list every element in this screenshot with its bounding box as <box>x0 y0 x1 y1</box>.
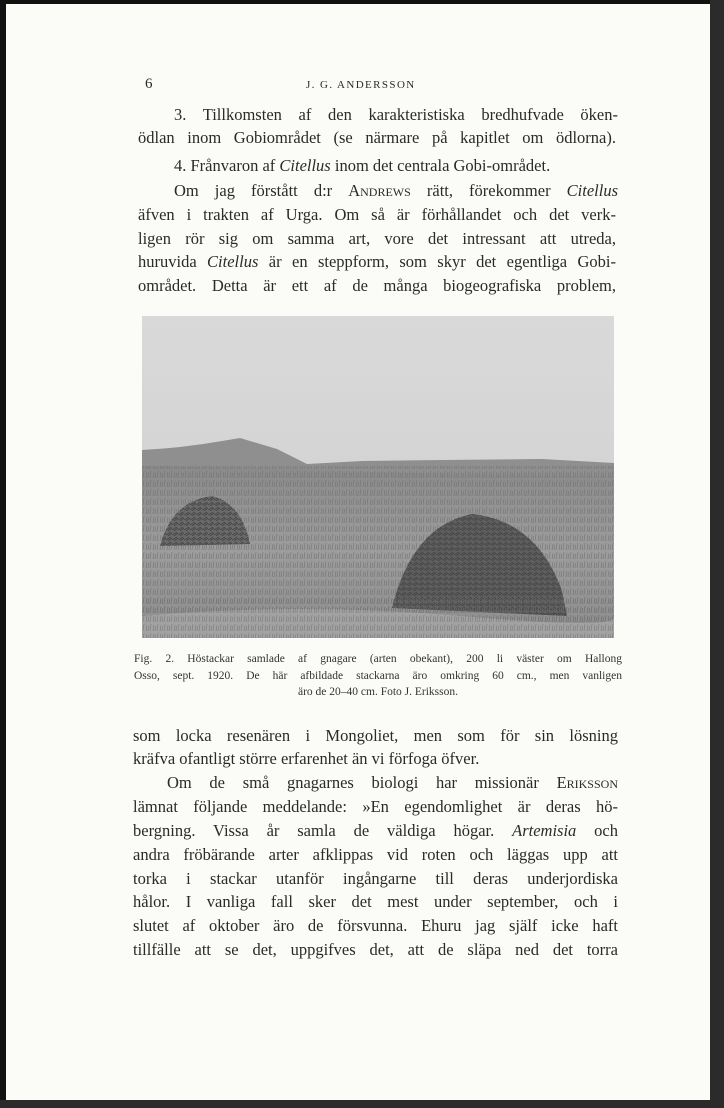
text-line: Om jag förstått d:r Andrews rätt, förekommer Citellus <box>174 181 618 200</box>
scan-border <box>0 1100 724 1108</box>
text-line: andra fröbärande arter afklippas vid roten och läggas upp att <box>133 845 618 864</box>
figure-caption: Osso, sept. 1920. De här afbildade stackarna äro omkring 60 cm., men vanligen <box>134 670 622 682</box>
text-line: tillfälle att se det, uppgifves det, att de släpa ned det torra <box>133 940 618 959</box>
text-line: området. Detta är ett af de många biogeografiska problem, <box>138 276 616 295</box>
text-line: torka i stackar utanför ingångarne till deras underjordiska <box>133 869 618 888</box>
scan-border <box>710 0 724 1108</box>
figure-caption: Fig. 2. Höstackar samlade af gnagare (arten obekant), 200 li väster om Hallong <box>134 653 622 665</box>
running-head: J. G. ANDERSSON <box>306 79 416 91</box>
text-line: lämnat följande meddelande: »En egendomlighet är deras hö- <box>133 797 618 816</box>
text-line: kräfva ofantligt större erfarenhet än vi förfoga öfver. <box>133 749 480 768</box>
text-line: som locka resenären i Mongoliet, men som för sin lösning <box>133 726 618 745</box>
figure-photo <box>142 316 614 638</box>
text-line: 4. Frånvaron af Citellus inom det centrala Gobi-området. <box>174 156 551 175</box>
text-line: huruvida Citellus är en steppform, som skyr det egentliga Gobi- <box>138 252 616 271</box>
text-line: 3. Tillkomsten af den karakteristiska bredhufvade öken- <box>174 105 618 124</box>
text-line: hålor. I vanliga fall sker det mest under september, och i <box>133 892 618 911</box>
text-line: Om de små gnagarnes biologi har missionär Eriksson <box>167 773 618 792</box>
text-line: slutet af oktober äro de försvunna. Ehuru jag själf icke haft <box>133 916 618 935</box>
figure-caption: äro de 20–40 cm. Foto J. Eriksson. <box>297 686 459 698</box>
text-line: bergning. Vissa år samla de väldiga högar. Artemisia och <box>133 821 618 840</box>
text-line: ödlan inom Gobiområdet (se närmare på kapitlet om ödlorna). <box>138 128 616 147</box>
page-number: 6 <box>145 76 153 92</box>
text-line: äfven i trakten af Urga. Om så är förhållandet och det verk- <box>138 205 616 224</box>
grassland-photo <box>142 316 614 638</box>
text-line: ligen rör sig om samma art, vore det intressant att utreda, <box>138 229 616 248</box>
